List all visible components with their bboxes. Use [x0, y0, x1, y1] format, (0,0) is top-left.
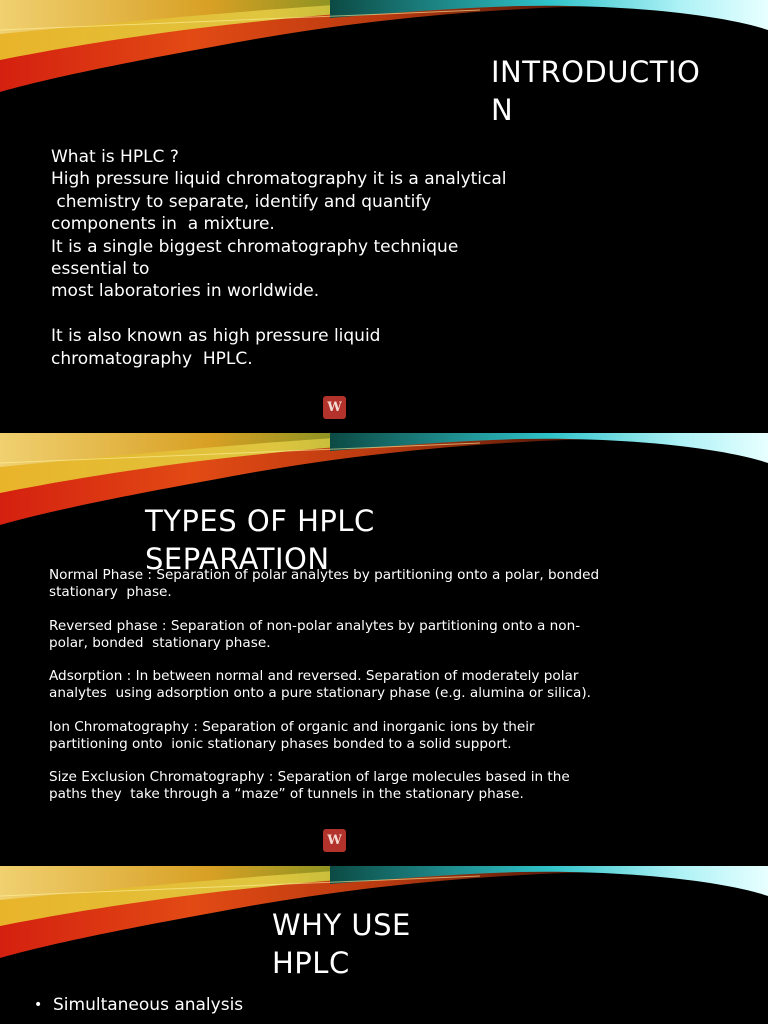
slide-introduction	[0, 0, 768, 432]
slide-title: INTRODUCTIO N	[491, 55, 701, 127]
w-logo-icon: W	[323, 829, 346, 852]
slide-title: WHY USE HPLC	[272, 908, 411, 980]
slide-body-text	[49, 567, 639, 820]
paragraph-adsorption: Adsorption : In between normal and reversed. Separation of moderately polar analytes using adsorption onto a pure stationary phase (e.g. alumina or silica).	[49, 668, 592, 701]
paragraph-reversed-phase: Reversed phase : Separation of non-polar analytes by partitioning onto a non- polar, bonded stationary phase.	[49, 617, 581, 651]
list-item	[34, 993, 243, 1017]
slide-body-text: What is HPLC ? High pressure liquid chromatography it is a analytical chemistry to separate, identify and quantify components in a mixture. It is a single biggest chromatography technique essential to most laboratories in worldwide. It is also known as high pressure liquid chromatography HPLC.	[51, 147, 507, 369]
w-logo-icon: W	[323, 396, 346, 419]
bullet-list	[34, 993, 243, 1017]
paragraph-size-exclusion: Size Exclusion Chromatography : Separation of large molecules based in the paths they take through a “maze” of tunnels in the stationary phase.	[49, 769, 570, 802]
paragraph-normal-phase: Normal Phase : Separation of polar analytes by partitioning onto a polar, bonded stationary phase.	[49, 567, 600, 600]
bullet-icon: •	[34, 997, 43, 1013]
slide-types-of-hplc	[0, 433, 768, 865]
slide-why-use-hplc	[0, 866, 768, 1024]
bullet-text: Simultaneous analysis	[53, 995, 244, 1015]
paragraph-ion-chromatography: Ion Chromatography : Separation of organic and inorganic ions by their partitioning onto ionic stationary phases bonded to a solid support.	[49, 718, 535, 752]
slide-title: TYPES OF HPLC SEPARATION	[145, 504, 375, 576]
